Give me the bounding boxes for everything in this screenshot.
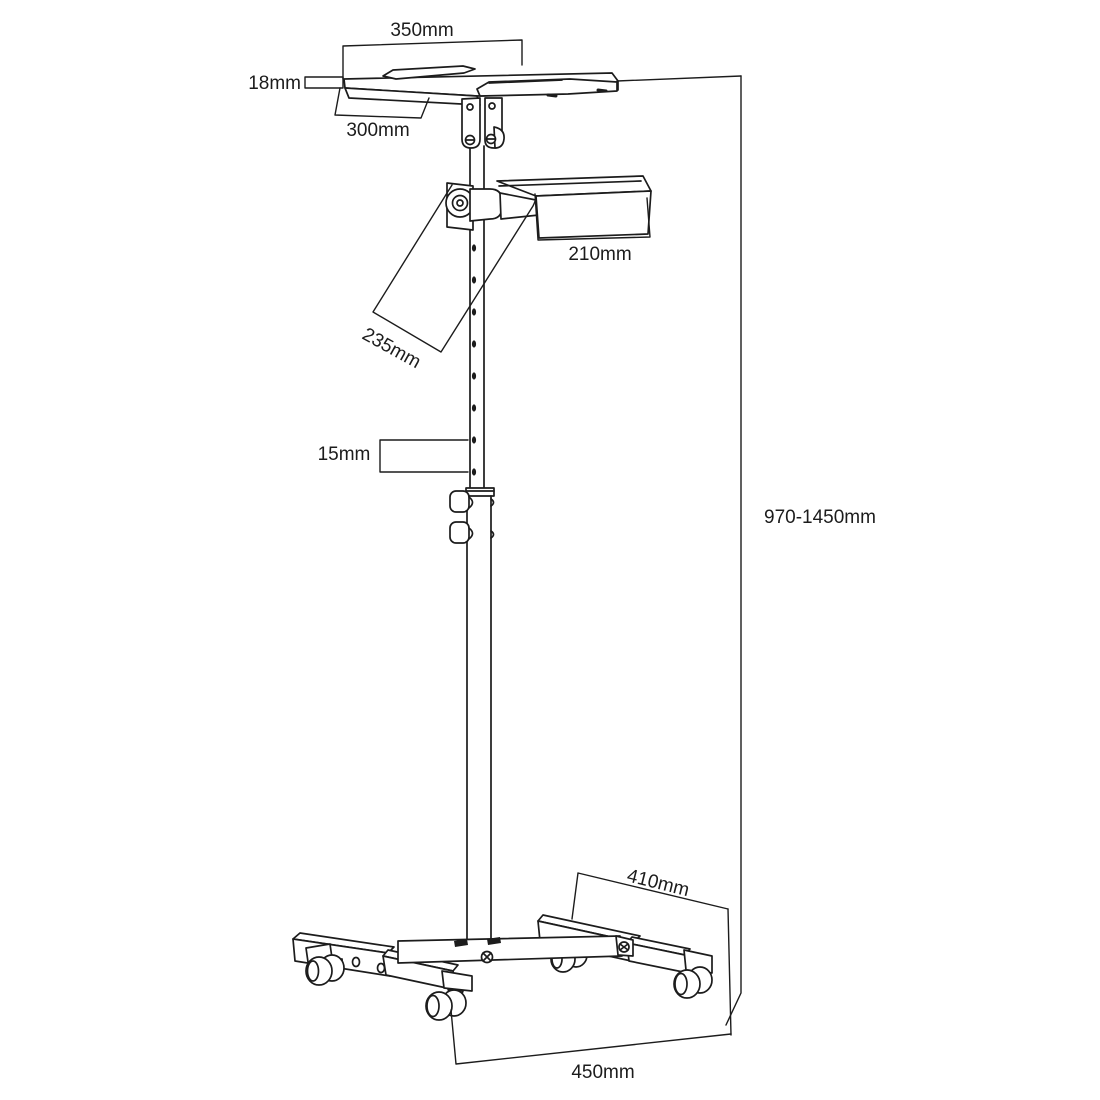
label-base-front-width: 450mm	[571, 1062, 635, 1083]
label-tray-depth: 300mm	[346, 120, 410, 141]
label-hole-spacing: 15mm	[317, 444, 371, 465]
height-lock-knob	[450, 522, 469, 543]
shelf-front-lip	[536, 191, 651, 238]
label-shelf-width: 210mm	[568, 244, 632, 265]
dim-height-range-line	[726, 76, 741, 1025]
label-height-range: 970-1450mm	[764, 507, 876, 528]
top-tray	[344, 66, 618, 105]
label-shelf-depth: 235mm	[358, 324, 425, 374]
tray-front-lip	[477, 79, 617, 96]
pole-adjustment-holes	[472, 212, 476, 475]
label-base-side-depth: 410mm	[624, 865, 692, 902]
base-frame	[293, 915, 712, 1020]
label-tray-thickness: 18mm	[248, 73, 301, 94]
outer-tube	[450, 488, 494, 941]
crossbar	[398, 936, 633, 963]
label-tray-width: 350mm	[390, 20, 454, 41]
dim-hole-spacing-lines	[380, 440, 468, 472]
dim-height-extension-line	[617, 76, 741, 81]
tray-tilt-bracket	[462, 98, 504, 148]
height-lock-knob	[450, 491, 469, 512]
dim-base-front-lines	[451, 1010, 731, 1064]
dim-tray-thickness-box	[305, 77, 343, 88]
dimension-lines	[305, 40, 741, 1064]
